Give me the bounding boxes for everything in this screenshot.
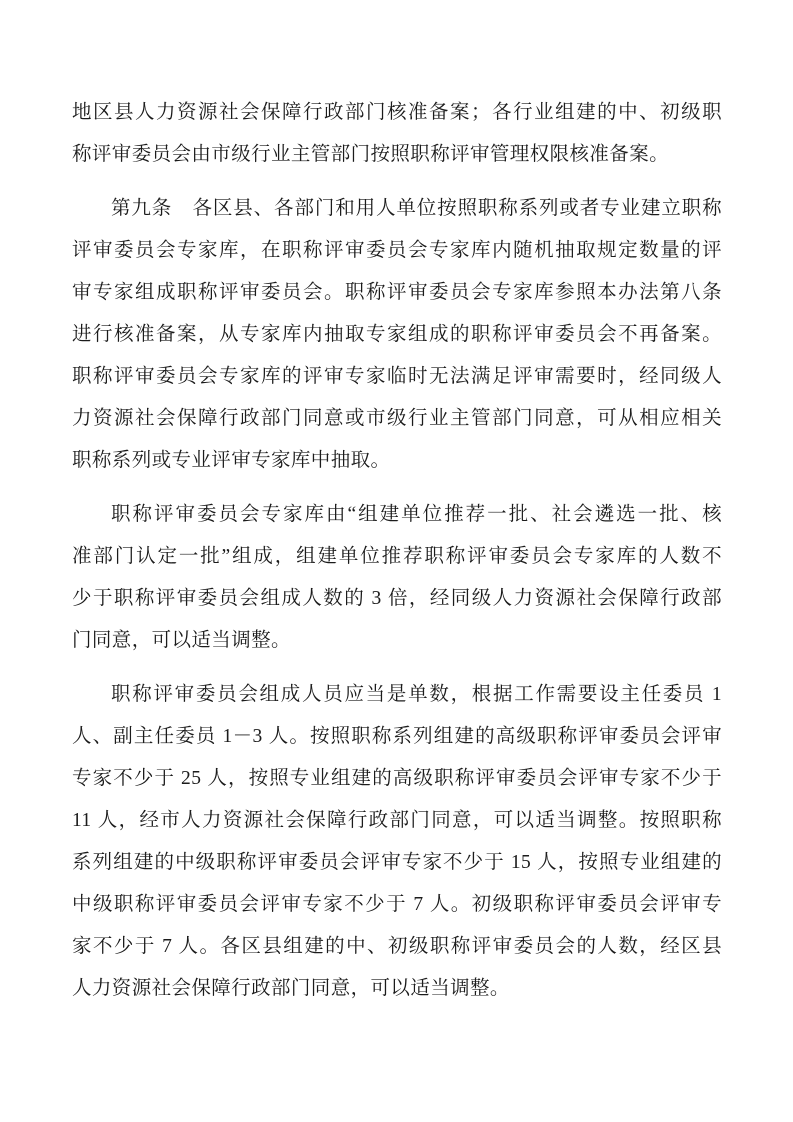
text-line: 称评审委员会由市级行业主管部门按照职称评审管理权限核准备案。 (72, 144, 670, 165)
text-line: 审专家组成职称评审委员会。职称评审委员会专家库参照本办法第八条 (72, 282, 722, 303)
text-line: 第九条 各区县、各部门和用人单位按照职称系列或者专业建立职称 (111, 198, 722, 219)
text-line: 中级职称评审委员会评审专家不少于 7 人。初级职称评审委员会评审专 (72, 894, 722, 915)
text-line: 专家不少于 25 人，按照专业组建的高级职称评审委员会评审专家不少于 (72, 768, 722, 789)
text-line: 地区县人力资源社会保障行政部门核准备案；各行业组建的中、初级职 (72, 102, 722, 123)
text-line: 门同意，可以适当调整。 (72, 630, 291, 651)
text-line: 职称评审委员会专家库的评审专家临时无法满足评审需要时，经同级人 (72, 366, 722, 387)
text-line: 少于职称评审委员会组成人数的 3 倍，经同级人力资源社会保障行政部 (72, 588, 722, 609)
text-line: 职称评审委员会专家库由“组建单位推荐一批、社会遴选一批、核 (111, 504, 722, 525)
text-line: 11 人，经市人力资源社会保障行政部门同意，可以适当调整。按照职称 (72, 810, 722, 831)
text-line: 职称系列或专业评审专家库中抽取。 (72, 450, 391, 471)
paragraph (72, 494, 722, 662)
document-body (72, 92, 722, 1022)
paragraph (72, 674, 722, 1010)
text-line: 职称评审委员会组成人员应当是单数，根据工作需要设主任委员 1 (111, 684, 722, 705)
text-line: 系列组建的中级职称评审委员会评审专家不少于 15 人，按照专业组建的 (72, 852, 722, 873)
text-line: 人力资源社会保障行政部门同意，可以适当调整。 (72, 978, 510, 999)
text-line: 准部门认定一批”组成，组建单位推荐职称评审委员会专家库的人数不 (72, 546, 722, 567)
paragraph (72, 188, 722, 482)
text-line: 评审委员会专家库，在职称评审委员会专家库内随机抽取规定数量的评 (72, 240, 722, 261)
paragraph (72, 92, 722, 176)
text-line: 人、副主任委员 1－3 人。按照职称系列组建的高级职称评审委员会评审 (72, 726, 722, 747)
text-line: 家不少于 7 人。各区县组建的中、初级职称评审委员会的人数，经区县 (72, 936, 722, 957)
text-line: 力资源社会保障行政部门同意或市级行业主管部门同意，可从相应相关 (72, 408, 722, 429)
text-line: 进行核准备案，从专家库内抽取专家组成的职称评审委员会不再备案。 (72, 324, 722, 345)
